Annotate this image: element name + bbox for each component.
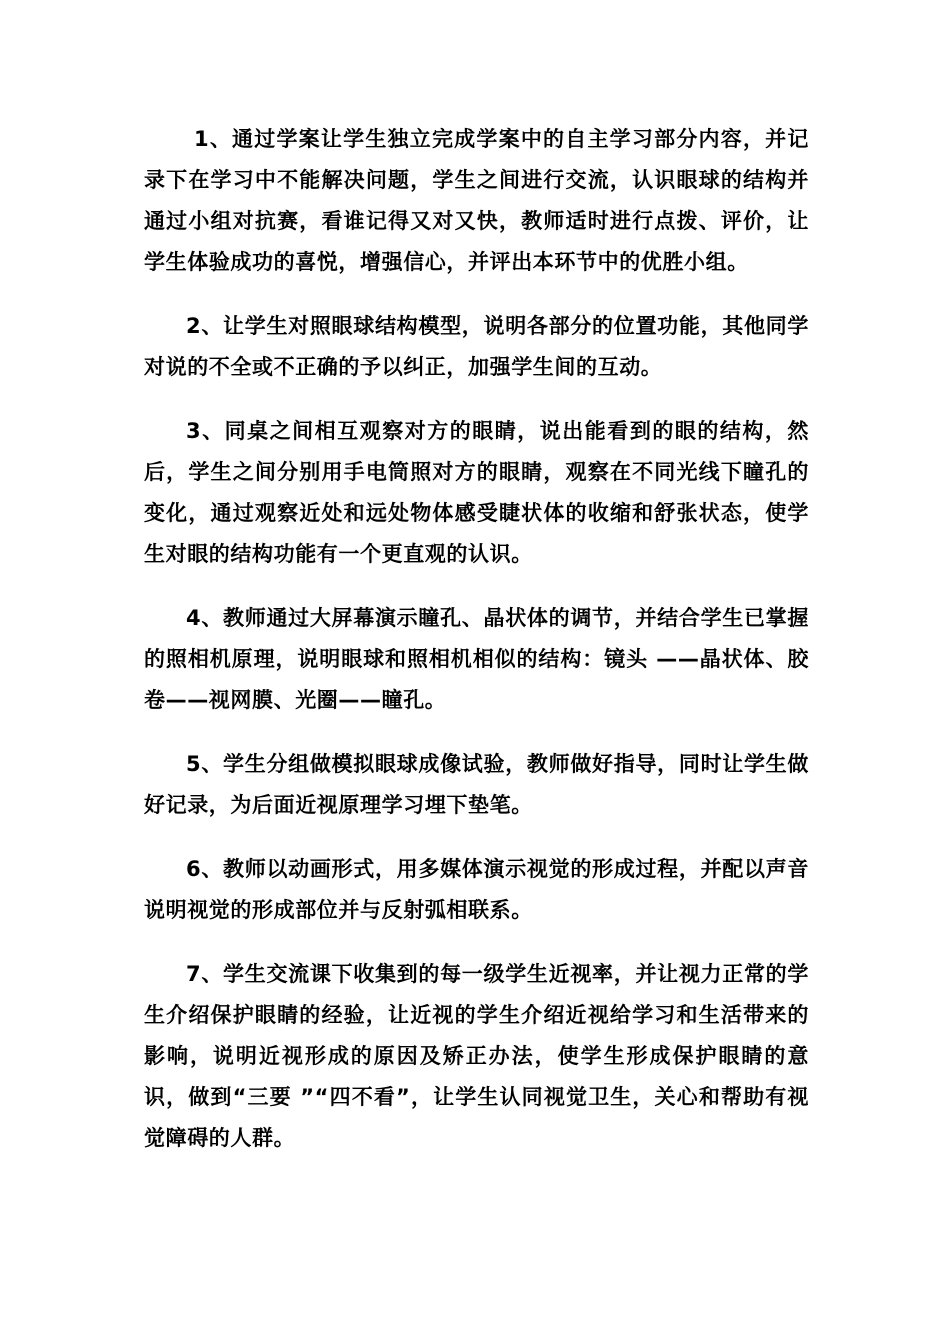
paragraph-2: 2、让学生对照眼球结构模型，说明各部分的位置功能，其他同学对说的不全或不正确的予以纠正，加强学生间的互动。 — [144, 314, 809, 379]
paragraph-3: 3、同桌之间相互观察对方的眼睛，说出能看到的眼的结构，然后，学生之间分别用手电筒照对方的眼睛，观察在不同光线下瞳孔的变化，通过观察近处和远处物体感受睫状体的收缩和舒张状态，使学生对眼的结构功能有一个更直观的认识。 — [144, 419, 809, 566]
paragraph-7: 7、学生交流课下收集到的每一级学生近视率，并让视力正常的学生介绍保护眼睛的经验，让近视的学生介绍近视给学习和生活带来的影响，说明近视形成的原因及矫正办法，使学生形成保护眼睛的意识，做到“三要 ”“四不看”，让学生认同视觉卫生，关心和帮助有视觉障碍的人群。 — [144, 962, 809, 1150]
paragraph-5: 5、学生分组做模拟眼球成像试验，教师做好指导，同时让学生做好记录，为后面近视原理学习埋下垫笔。 — [144, 752, 809, 817]
paragraph-4: 4、教师通过大屏幕演示瞳孔、晶状体的调节，并结合学生已掌握的照相机原理，说明眼球和照相机相似的结构：镜头 ——晶状体、胶卷——视网膜、光圈——瞳孔。 — [144, 606, 809, 712]
paragraph-6: 6、教师以动画形式，用多媒体演示视觉的形成过程，并配以声音说明视觉的形成部位并与反射弧相联系。 — [144, 857, 809, 922]
paragraph-1: 1、通过学案让学生独立完成学案中的自主学习部分内容，并记录下在学习中不能解决问题，学生之间进行交流，认识眼球的结构并通过小组对抗赛，看谁记得又对又快，教师适时进行点拨、评价，让学生体验成功的喜悦，增强信心，并评出本环节中的优胜小组。 — [144, 127, 809, 274]
document-body — [144, 119, 809, 1159]
